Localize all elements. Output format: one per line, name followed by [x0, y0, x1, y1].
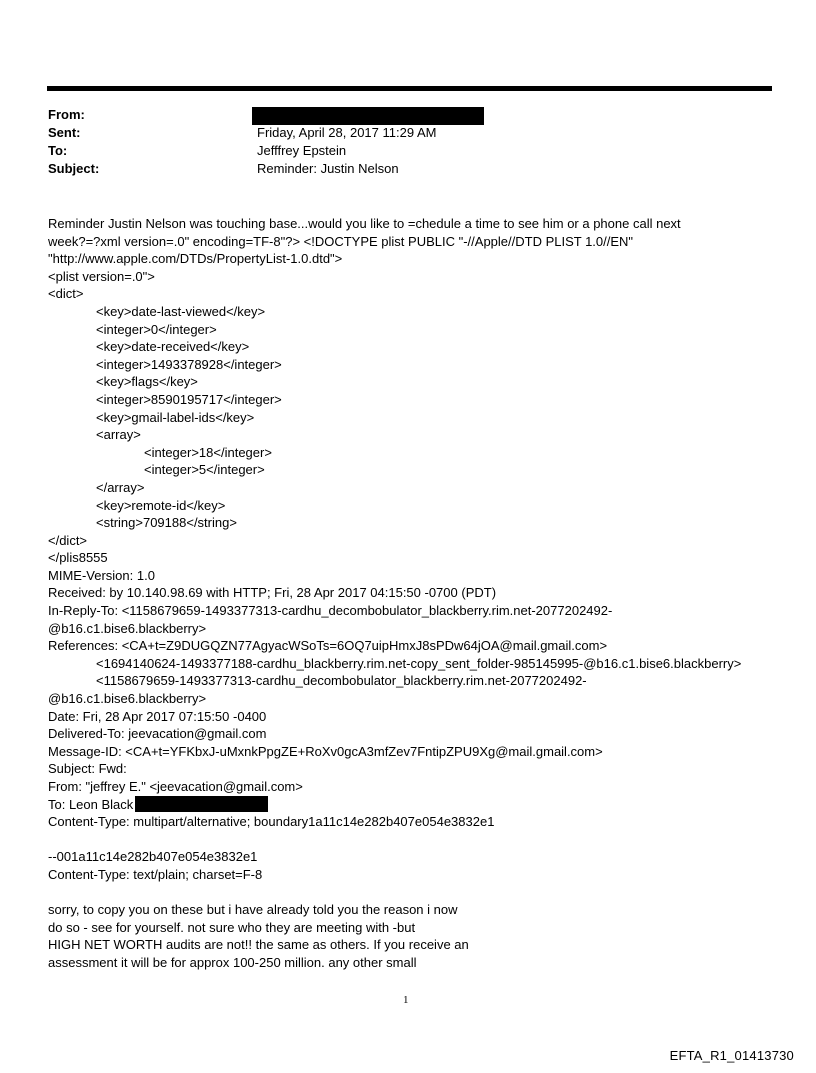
sent-label: Sent: [48, 125, 81, 140]
body-line [48, 708, 788, 726]
body-line-text: <integer>1493378928</integer> [96, 356, 282, 372]
bates-number: EFTA_R1_01413730 [669, 1048, 794, 1063]
body-line [48, 584, 788, 602]
body-line-text: <1158679659-1493377313-cardhu_decombobulator_blackberry.rim.net-2077202492- [96, 673, 587, 689]
body-line-text: </plis8555 [48, 550, 108, 566]
body-line-text: <integer>5</integer> [144, 462, 265, 478]
subject-label: Subject: [48, 161, 100, 176]
body-line-text: References: <CA+t=Z9DUGQZN77AgyacWSoTs=6OQ7uipHmxJ8sPDw64jOA@mail.gmail.com> [48, 638, 608, 654]
body-line-text: Date: Fri, 28 Apr 2017 07:15:50 -0400 [48, 708, 267, 724]
body-line [48, 567, 788, 585]
body-line [48, 831, 788, 849]
body-line-text: "http://www.apple.com/DTDs/PropertyList-1.0.dtd"> [48, 251, 343, 267]
body-line-text: <dict> [48, 286, 84, 302]
body-line-text: @b16.c1.bise6.blackberry> [48, 620, 207, 636]
body-line-text: do so - see for yourself. not sure who they are meeting with -but [48, 919, 416, 935]
body-line [48, 690, 788, 708]
body-line-text: From: "jeffrey E." <jeevacation@gmail.com> [48, 779, 303, 794]
body-line [48, 848, 788, 866]
body-line-text: <key>gmail-label-ids</key> [96, 409, 255, 425]
body-line [48, 655, 788, 673]
to-value: Jefffrey Epstein [257, 143, 347, 158]
body-line [48, 250, 788, 268]
body-line [48, 409, 788, 427]
body-line [48, 356, 788, 374]
body-line-text: <key>date-last-viewed</key> [96, 303, 266, 319]
body-line [48, 532, 788, 550]
body-line-text: In-Reply-To: <1158679659-1493377313-cardhu_decombobulator_blackberry.rim.net-2077202492- [48, 603, 613, 619]
body-line-text: Received: by 10.140.98.69 with HTTP; Fri, 28 Apr 2017 04:15:50 -0700 (PDT) [48, 585, 497, 601]
body-line-text: <key>remote-id</key> [96, 497, 226, 513]
body-line-text: <key>flags</key> [96, 374, 198, 390]
body-line-text: Content-Type: text/plain; charset=F-8 [48, 866, 263, 882]
body-line-text: HIGH NET WORTH audits are not!! the same as others. If you receive an [48, 937, 469, 953]
body-line [48, 444, 788, 462]
body-line [48, 426, 788, 444]
body-line-text: Message-ID: <CA+t=YFKbxJ-uMxnkPpgZE+RoXv0gcA3mfZev7FntipZPU9Xg@mail.gmail.com> [48, 743, 603, 759]
body-line-text: </dict> [48, 532, 88, 548]
body-line-text: <array> [96, 427, 141, 443]
body-line [48, 672, 788, 690]
body-line [48, 285, 788, 303]
body-line-text: week?=?xml version=.0" encoding=TF-8"?> <!DOCTYPE plist PUBLIC "-//Apple//DTD PLIST 1.0//EN" [48, 233, 634, 249]
to-label: To: [48, 143, 68, 158]
body-line [48, 602, 788, 620]
body-line [48, 549, 788, 567]
sent-value: Friday, April 28, 2017 11:29 AM [257, 125, 437, 140]
body-line [48, 778, 788, 796]
body-line [48, 884, 788, 902]
body-line [48, 620, 788, 638]
body-line-text: --001a11c14e282b407e054e3832e1 [48, 849, 258, 865]
body-line-text: Subject: Fwd: [48, 761, 127, 777]
body-line-text: <1694140624-1493377188-cardhu_blackberry.rim.net-copy_sent_folder-985145995-@b16.c1.bise6.blackberry> [96, 655, 742, 671]
body-line-text: </array> [96, 479, 145, 495]
body-line [48, 813, 788, 831]
body-line [48, 743, 788, 761]
body-line-text: <string>709188</string> [96, 515, 237, 531]
page-number: 1 [403, 994, 409, 1006]
body-line-text: <key>date-received</key> [96, 339, 250, 355]
body-line [48, 901, 788, 919]
body-line-text: <plist version=.0"> [48, 268, 155, 284]
body-line [48, 321, 788, 339]
email-body [48, 215, 788, 972]
body-line [48, 919, 788, 937]
body-line-text: <integer>0</integer> [96, 321, 217, 337]
body-line [48, 760, 788, 778]
body-line-text: Delivered-To: jeevacation@gmail.com [48, 726, 267, 742]
body-line-text: <integer>18</integer> [144, 444, 272, 460]
body-line [48, 338, 788, 356]
body-line [48, 725, 788, 743]
body-line [48, 303, 788, 321]
from-label: From: [48, 107, 85, 122]
body-line [48, 796, 788, 814]
body-line-text: MIME-Version: 1.0 [48, 567, 155, 583]
body-line [48, 637, 788, 655]
body-line [48, 233, 788, 251]
body-line-text: Content-Type: multipart/alternative; boundary1a11c14e282b407e054e3832e1 [48, 814, 495, 830]
body-line-text: assessment it will be for approx 100-250 million. any other small [48, 954, 417, 970]
body-line-text: Reminder Justin Nelson was touching base...would you like to =chedule a time to see him or a phone call next [48, 216, 681, 231]
body-line [48, 514, 788, 532]
body-line-text: @b16.c1.bise6.blackberry> [48, 691, 207, 707]
body-line [48, 391, 788, 409]
from-redaction [252, 107, 484, 125]
body-line [48, 954, 788, 972]
body-line [48, 479, 788, 497]
body-line [48, 461, 788, 479]
body-line [48, 497, 788, 515]
header-rule [47, 86, 772, 91]
body-line [48, 866, 788, 884]
body-line [48, 268, 788, 286]
body-line-text: <integer>8590195717</integer> [96, 391, 282, 407]
subject-value: Reminder: Justin Nelson [257, 161, 399, 176]
inline-redaction [135, 796, 268, 812]
body-line [48, 936, 788, 954]
body-line-text: sorry, to copy you on these but i have already told you the reason i now [48, 902, 458, 918]
body-line [48, 215, 788, 233]
body-line-text: To: Leon Black [48, 796, 134, 812]
body-line [48, 373, 788, 391]
